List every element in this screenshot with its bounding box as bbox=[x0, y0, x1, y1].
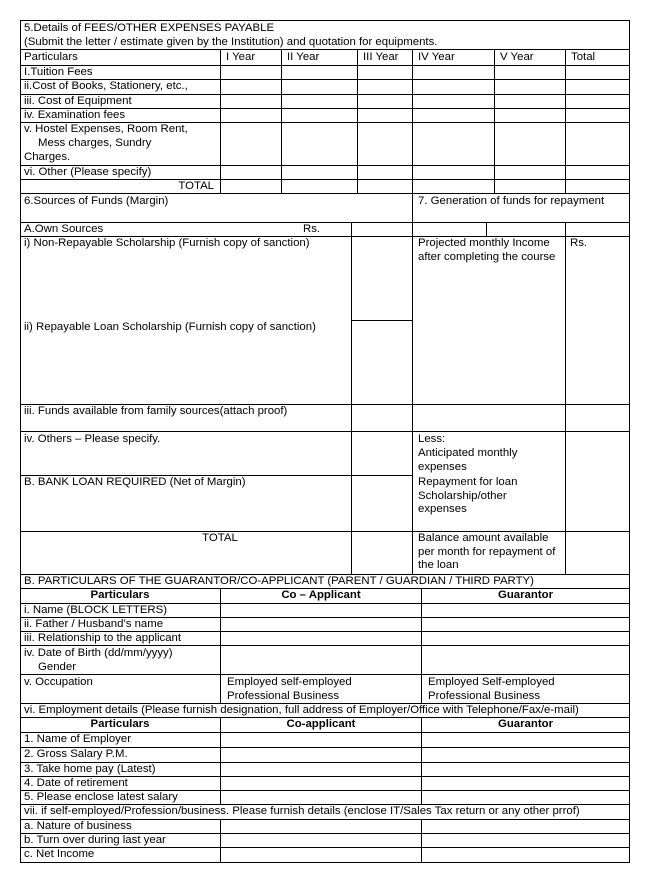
coapplicant-occupation-options-2: Professional Business bbox=[227, 690, 340, 702]
guarantor-section-title: B. PARTICULARS OF THE GUARANTOR/CO-APPLICANT (PARENT / GUARDIAN / THIRD PARTY) bbox=[24, 575, 534, 587]
guarantor-row-name: i. Name (BLOCK LETTERS) bbox=[24, 604, 168, 616]
employment-row-employer: 1. Name of Employer bbox=[24, 733, 131, 745]
col-header-total: Total bbox=[571, 51, 596, 63]
guarantor-col-coapplicant: Co – Applicant bbox=[281, 589, 361, 601]
employment-col-coapplicant: Co-applicant bbox=[286, 718, 356, 730]
col-header-year-1: I Year bbox=[226, 51, 256, 63]
section5-note: (Submit the letter / estimate given by the Institution) and quotation for equipments. bbox=[24, 36, 438, 48]
guarantor-occupation-options-2: Professional Business bbox=[428, 690, 541, 702]
row-hostel-line-3: Charges. bbox=[24, 151, 71, 163]
guarantor-row-father-husband: ii. Father / Husband’s name bbox=[24, 618, 164, 630]
guarantor-row-gender: Gender bbox=[38, 661, 76, 673]
row-examination-fees: iv. Examination fees bbox=[24, 109, 126, 121]
guarantor-row-dob: iv. Date of Birth (dd/mm/yyyy) bbox=[24, 647, 173, 659]
business-row-turnover: b. Turn over during last year bbox=[24, 834, 166, 846]
row-tuition-fees: I.Tuition Fees bbox=[24, 66, 93, 78]
own-sources-rs: Rs. bbox=[303, 223, 321, 235]
section7-title: 7. Generation of funds for repayment bbox=[418, 195, 605, 207]
projected-rs: Rs. bbox=[570, 237, 588, 249]
projected-monthly-income: Projected monthly Income after completing the course bbox=[418, 237, 556, 263]
loan-application-form-page bbox=[20, 20, 630, 863]
guarantor-col-particulars: Particulars bbox=[90, 589, 150, 601]
employment-col-guarantor: Guarantor bbox=[497, 718, 554, 730]
col-header-year-3: III Year bbox=[363, 51, 399, 63]
row-books-stationery: ii.Cost of Books, Stationery, etc., bbox=[24, 80, 188, 92]
guarantor-row-occupation: v. Occupation bbox=[24, 676, 93, 688]
section6-title: 6.Sources of Funds (Margin) bbox=[24, 195, 169, 207]
section6-total-label: TOTAL bbox=[202, 532, 238, 544]
row-hostel-line-2: Mess charges, Sundry bbox=[38, 137, 152, 149]
employment-row-gross-salary: 2. Gross Salary P.M. bbox=[24, 748, 128, 760]
employment-details-title: vi. Employment details (Please furnish designation, full address of Employer/Office with Telephone/Fax/e-mail) bbox=[24, 704, 579, 716]
coapplicant-occupation-options-1: Employed self-employed bbox=[227, 676, 352, 688]
section5-title: 5.Details of FEES/OTHER EXPENSES PAYABLE bbox=[24, 22, 275, 34]
anticipated-expenses: Anticipated monthly expenses bbox=[418, 447, 518, 473]
section5-total-label: TOTAL bbox=[178, 180, 214, 192]
repayable-loan-scholarship: ii) Repayable Loan Scholarship (Furnish copy of sanction) bbox=[24, 321, 316, 333]
family-funds: iii. Funds available from family sources(attach proof) bbox=[24, 405, 288, 417]
col-header-year-2: II Year bbox=[287, 51, 320, 63]
bank-loan-required: B. BANK LOAN REQUIRED (Net of Margin) bbox=[24, 476, 246, 488]
business-row-nature: a. Nature of business bbox=[24, 820, 132, 832]
employment-row-retirement: 4. Date of retirement bbox=[24, 777, 128, 789]
others-specify: iv. Others – Please specify. bbox=[24, 433, 161, 445]
employment-row-take-home: 3. Take home pay (Latest) bbox=[24, 763, 156, 775]
guarantor-row-relationship: iii. Relationship to the applicant bbox=[24, 632, 182, 644]
row-hostel-line-1: v. Hostel Expenses, Room Rent, bbox=[24, 123, 188, 135]
repayment-loan-scholarship: Repayment for loan Scholarship/other expenses bbox=[418, 476, 518, 516]
own-sources-label: A.Own Sources bbox=[24, 223, 104, 235]
employment-row-salary-slip: 5. Please enclose latest salary bbox=[24, 791, 178, 803]
balance-amount: Balance amount available per month for repayment of the loan bbox=[418, 532, 556, 572]
guarantor-occupation-options-1: Employed Self-employed bbox=[428, 676, 555, 688]
less-label: Less: bbox=[418, 433, 446, 445]
self-employed-title: vii. if self-employed/Profession/business. Please furnish details (enclose IT/Sales Tax return or any other prrof) bbox=[24, 805, 580, 817]
row-cost-of-equipment: iii. Cost of Equipment bbox=[24, 95, 132, 107]
employment-col-particulars: Particulars bbox=[90, 718, 150, 730]
guarantor-col-guarantor: Guarantor bbox=[497, 589, 554, 601]
row-other-specify: vi. Other (Please specify) bbox=[24, 166, 152, 178]
col-header-year-4: IV Year bbox=[418, 51, 455, 63]
col-header-particulars: Particulars bbox=[24, 51, 78, 63]
business-row-net-income: c. Net Income bbox=[24, 848, 95, 860]
non-repayable-scholarship: i) Non-Repayable Scholarship (Furnish copy of sanction) bbox=[24, 237, 310, 249]
col-header-year-5: V Year bbox=[500, 51, 534, 63]
